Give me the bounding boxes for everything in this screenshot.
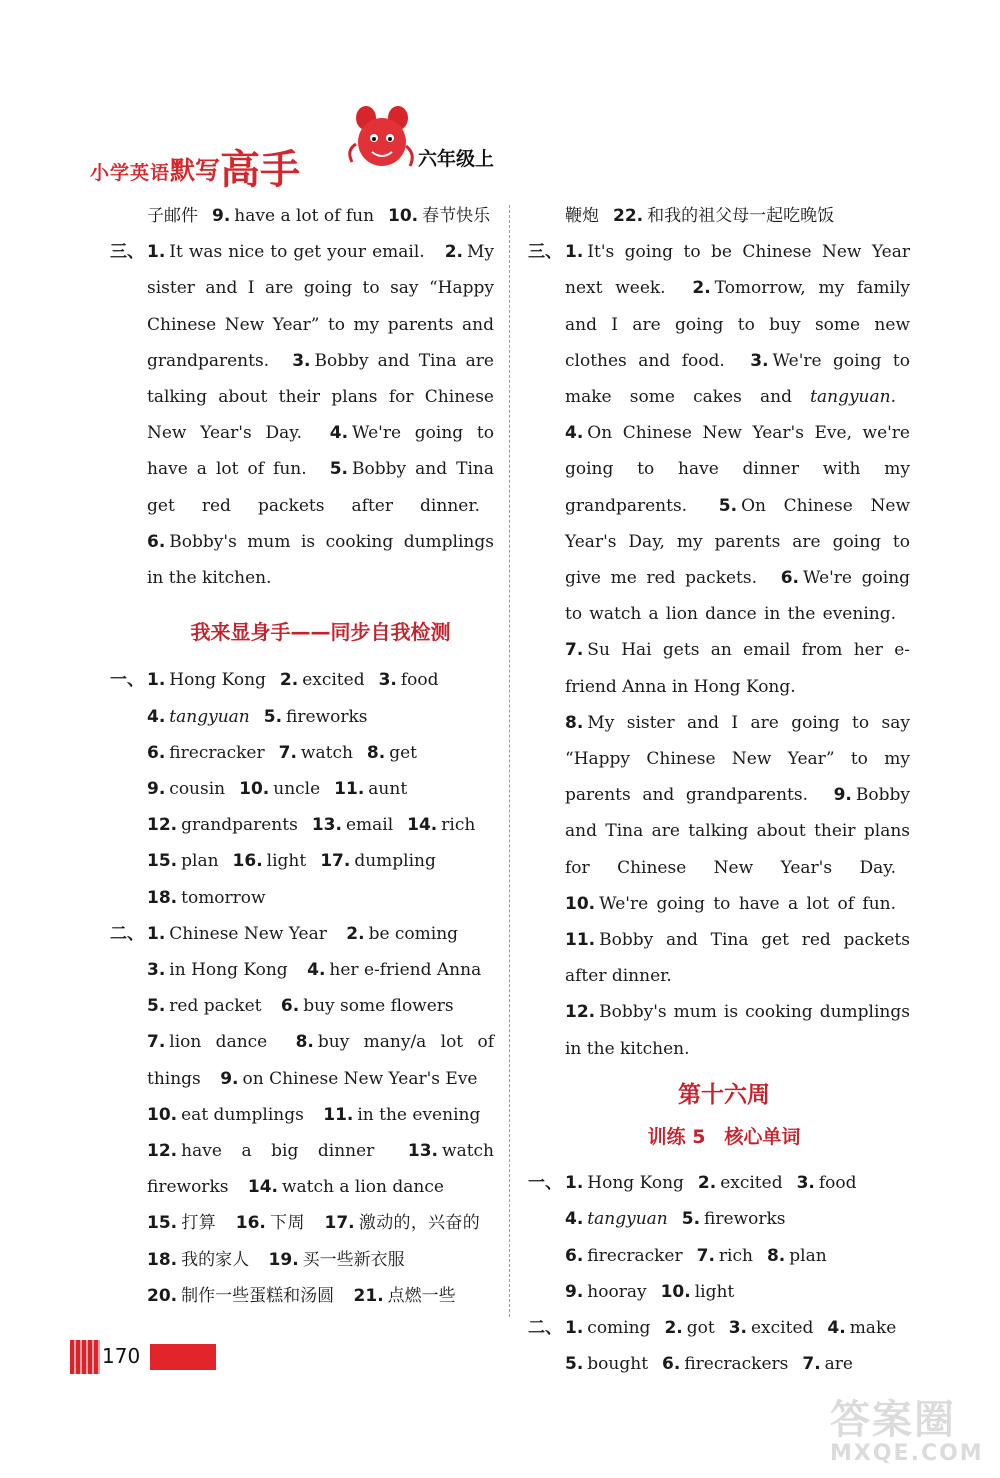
- answer-text: firecracker: [169, 742, 265, 763]
- answer-line: [147, 662, 494, 698]
- item-number: 12.: [147, 1141, 178, 1162]
- training-heading: 训练 5 核心单词: [647, 1126, 801, 1149]
- answer-text: light: [694, 1281, 735, 1302]
- item-number: 14.: [247, 1177, 278, 1198]
- watermark-url: MXQE.COM: [830, 1441, 984, 1466]
- answer-text: We're going to have a lot of fun.: [147, 423, 494, 480]
- item-number: 4.: [329, 423, 349, 444]
- item-number: 15.: [147, 851, 178, 872]
- answer-text: cousin: [169, 779, 226, 800]
- item-number: 11.: [565, 930, 596, 951]
- item-number: 9.: [147, 779, 166, 800]
- item-number: 10.: [388, 206, 419, 226]
- answer-text: email: [345, 815, 394, 836]
- answer-text: light: [266, 851, 307, 872]
- answer-text: tangyuan.: [810, 387, 896, 408]
- footer-bar: [150, 1344, 216, 1370]
- grade-label: 六年级上: [418, 148, 495, 170]
- answer-text: 点燃一些: [387, 1285, 456, 1306]
- item-number: 5.: [681, 1209, 701, 1230]
- answer-line: [147, 771, 494, 807]
- answer-line: [565, 1346, 910, 1382]
- page-header: [90, 100, 530, 193]
- section-label: 三、: [528, 242, 562, 263]
- answer-text: excited: [751, 1318, 814, 1339]
- answer-text: Bobby's mum is cooking dumplings in the kitchen.: [565, 1002, 910, 1059]
- item-number: 2.: [279, 670, 299, 691]
- item-number: 4.: [827, 1318, 846, 1339]
- item-number: 18.: [147, 887, 178, 908]
- item-number: 7.: [565, 640, 584, 661]
- series-title: [90, 138, 300, 195]
- item-number: 10.: [565, 893, 596, 914]
- answer-text: rich: [441, 815, 476, 836]
- watermark: [830, 1388, 984, 1468]
- answer-text: It's going to be Chinese New Year next week.: [565, 242, 910, 299]
- answer-text: It was nice to get your email.: [169, 242, 425, 263]
- item-number: 1.: [565, 1173, 584, 1194]
- answer-text: plan: [789, 1245, 827, 1266]
- series-title-big: 高手: [220, 147, 301, 193]
- item-number: 16.: [235, 1213, 266, 1234]
- section-three-answers: [110, 234, 494, 596]
- section-one-answers: [110, 662, 494, 915]
- answer-text: be coming: [368, 923, 459, 944]
- answer-text: firecracker: [587, 1245, 683, 1266]
- answer-text: her e-friend Anna: [329, 960, 482, 981]
- answer-line: [147, 699, 494, 735]
- answer-text: 和我的祖父母一起吃晚饭: [647, 206, 835, 226]
- answer-text: 鞭炮: [565, 206, 599, 226]
- answer-text: 春节快乐: [422, 206, 491, 226]
- page-number: 170: [102, 1344, 141, 1368]
- item-number: 2.: [346, 923, 365, 944]
- right-column: [528, 198, 910, 1383]
- item-number: 2.: [692, 278, 711, 299]
- item-number: 3.: [796, 1173, 815, 1194]
- item-number: 20.: [147, 1285, 178, 1306]
- item-number: 3.: [292, 350, 311, 371]
- answer-text: excited: [720, 1173, 783, 1194]
- item-number: 11.: [323, 1104, 354, 1125]
- item-number: 2.: [444, 242, 463, 263]
- answer-text: Bobby and Tina get red packets after dinner.: [565, 930, 910, 987]
- answer-line: [565, 1165, 910, 1201]
- item-number: 6.: [565, 1245, 584, 1266]
- answer-text: 子邮件: [147, 206, 198, 226]
- answer-text: in Hong Kong: [169, 960, 288, 981]
- item-number: 5.: [718, 495, 738, 516]
- answer-text: Su Hai gets an email from her e-friend Anna in Hong Kong.: [565, 640, 910, 697]
- item-number: 1.: [565, 242, 584, 263]
- answer-text: make: [849, 1318, 897, 1339]
- answer-text: We're going to have a lot of fun.: [599, 893, 896, 914]
- answer-text: buy many/a lot of things: [147, 1032, 494, 1089]
- answer-text: coming: [587, 1318, 651, 1339]
- item-number: 17.: [324, 1213, 355, 1234]
- item-number: 4.: [565, 423, 584, 444]
- section-two-answers: [528, 1310, 910, 1382]
- item-number: 1.: [147, 242, 166, 263]
- answer-text: Bobby and Tina get red packets after dinner.: [147, 459, 495, 516]
- answer-text: eat dumplings: [181, 1104, 304, 1125]
- answer-text: plan: [181, 851, 219, 872]
- section-three-answers: [528, 234, 910, 705]
- answer-text: We're going to make some cakes and: [565, 350, 910, 408]
- section-heading: 我来显身手——同步自我检测: [190, 620, 451, 645]
- answer-text: tangyuan: [169, 706, 250, 727]
- mascot-logo-icon: [340, 104, 420, 174]
- answer-text: 打算: [181, 1213, 217, 1234]
- answer-text: 激动的，兴奋的: [358, 1213, 481, 1234]
- answer-text: fireworks: [704, 1209, 786, 1230]
- item-number: 9.: [220, 1068, 239, 1089]
- item-number: 1.: [147, 923, 166, 944]
- answer-text: On Chinese New Year's Day, my parents are going to give me red packets.: [565, 495, 910, 589]
- page-footer: [70, 1340, 220, 1374]
- answer-fragment: [528, 198, 910, 234]
- item-number: 5.: [329, 459, 349, 480]
- answer-text: watch a lion dance: [282, 1177, 444, 1198]
- answer-text: Tomorrow, my family and I are going to buy some new clothes and food.: [565, 278, 911, 371]
- answer-text: 买一些新衣服: [302, 1249, 405, 1270]
- item-number: 3.: [378, 670, 397, 691]
- answer-text: 制作一些蛋糕和汤圆: [181, 1285, 335, 1306]
- item-number: 8.: [565, 712, 584, 733]
- answer-text: tomorrow: [181, 887, 266, 908]
- answer-text: Chinese New Year: [169, 923, 327, 944]
- item-number: 4.: [307, 960, 326, 981]
- item-number: 7.: [696, 1245, 715, 1266]
- item-number: 8.: [766, 1245, 786, 1266]
- item-number: 3.: [147, 960, 166, 981]
- series-title-small: 小学英语: [90, 162, 171, 184]
- section-label: 一、: [528, 1173, 562, 1194]
- item-number: 7.: [147, 1032, 166, 1053]
- section-label: 一、: [110, 670, 144, 691]
- answer-line: [147, 807, 494, 843]
- answer-line: [147, 880, 494, 916]
- item-number: 8.: [295, 1032, 314, 1053]
- week-heading: 第十六周: [678, 1081, 770, 1108]
- item-number: 6.: [780, 568, 799, 589]
- answer-text: grandparents: [181, 815, 298, 836]
- answer-text: food: [400, 670, 439, 691]
- answer-text: aunt: [368, 779, 408, 800]
- item-number: 17.: [320, 851, 351, 872]
- answer-text: Bobby's mum is cooking dumplings in the kitchen.: [147, 531, 494, 589]
- item-number: 14.: [407, 815, 438, 836]
- answer-text: have a big dinner: [181, 1141, 375, 1162]
- item-number: 2.: [697, 1173, 717, 1194]
- answer-line: [147, 843, 494, 879]
- item-number: 10.: [147, 1104, 178, 1125]
- answer-text: hooray: [587, 1281, 647, 1302]
- answer-text: tangyuan: [587, 1209, 668, 1230]
- item-number: 6.: [662, 1354, 681, 1375]
- section-one-answers: [528, 1165, 910, 1310]
- item-number: 5.: [263, 706, 283, 727]
- answer-text: on Chinese New Year's Eve: [242, 1068, 478, 1089]
- item-number: 18.: [147, 1249, 178, 1270]
- answer-text: excited: [302, 670, 365, 691]
- item-number: 12.: [147, 815, 178, 836]
- item-number: 15.: [147, 1213, 178, 1234]
- answer-text: dumpling: [354, 851, 436, 872]
- answer-text: firecrackers: [684, 1354, 789, 1375]
- item-number: 13.: [311, 815, 342, 836]
- item-number: 16.: [232, 851, 263, 872]
- item-number: 21.: [353, 1285, 384, 1306]
- section-three-answers-cont: [528, 705, 910, 995]
- answer-text: We're going to watch a lion dance in the evening.: [565, 568, 911, 625]
- item-number: 19.: [268, 1249, 299, 1270]
- item-number: 1.: [147, 670, 166, 691]
- answer-line: [565, 1238, 910, 1274]
- item-number: 5.: [147, 996, 166, 1017]
- item-number: 3.: [728, 1318, 747, 1339]
- item-number: 10.: [239, 779, 270, 800]
- watermark-text: 答案圈: [830, 1397, 956, 1443]
- series-title-mid: 默写: [170, 156, 221, 185]
- item-number: 9.: [565, 1281, 584, 1302]
- answer-text: rich: [718, 1245, 753, 1266]
- answer-text: 下周: [269, 1213, 305, 1234]
- answer-line: [565, 1310, 910, 1346]
- answer-text: Hong Kong: [587, 1173, 684, 1194]
- item-number: 11.: [334, 779, 365, 800]
- answer-text: Hong Kong: [169, 670, 266, 691]
- item-number: 7.: [802, 1354, 821, 1375]
- answer-text: fireworks: [286, 706, 368, 727]
- answer-text: On Chinese New Year's Eve, we're going to have dinner with my grandparents.: [565, 423, 910, 516]
- item-number: 4.: [147, 706, 166, 727]
- column-divider: [509, 205, 510, 1317]
- answer-text: uncle: [273, 779, 321, 800]
- item-number: 7.: [278, 742, 297, 763]
- item-number: 9.: [212, 206, 231, 226]
- left-column: [110, 198, 494, 1314]
- answer-text: bought: [587, 1354, 649, 1375]
- footer-stripes: [70, 1340, 100, 1374]
- item-number: 12.: [565, 1002, 596, 1023]
- answer-text: in the evening: [357, 1104, 481, 1125]
- item-number: 1.: [565, 1318, 584, 1339]
- item-number: 6.: [147, 531, 166, 552]
- answer-text: 我的家人: [181, 1249, 250, 1270]
- answer-text: Bobby and Tina are talking about their plans for Chinese New Year's Day.: [565, 785, 910, 878]
- answer-text: lion dance: [169, 1032, 268, 1053]
- item-number: 9.: [833, 785, 852, 806]
- item-number: 3.: [750, 350, 769, 371]
- answer-line: [147, 735, 494, 771]
- answer-text: buy some flowers: [303, 996, 454, 1017]
- answer-text: food: [818, 1173, 857, 1194]
- answer-text: watch fireworks: [147, 1141, 495, 1198]
- section-label: 三、: [110, 242, 144, 263]
- item-number: 6.: [147, 742, 166, 763]
- section-label: 二、: [528, 1318, 562, 1339]
- section-two-answers: [110, 916, 494, 1314]
- answer-text: My sister and I are going to say “Happy Chinese New Year” to my parents and grandparents.: [147, 242, 494, 371]
- item-number: 2.: [664, 1318, 683, 1339]
- answer-line: [565, 1201, 910, 1237]
- item-number: 8.: [366, 742, 386, 763]
- answer-text: get: [389, 742, 417, 763]
- item-number: 10.: [660, 1281, 691, 1302]
- item-number: 22.: [613, 206, 644, 226]
- answer-text: Bobby and Tina are talking about their plans for Chinese New Year's Day.: [147, 350, 494, 444]
- section-three-answers-last: [528, 994, 910, 1066]
- answer-text: watch: [300, 742, 353, 763]
- item-number: 6.: [280, 996, 300, 1017]
- item-number: 5.: [565, 1354, 584, 1375]
- answer-text: My sister and I are going to say “Happy Chinese New Year” to my parents and grandparents.: [565, 712, 910, 806]
- answer-text: red packet: [169, 996, 262, 1017]
- answer-text: are: [824, 1354, 853, 1375]
- item-number: 4.: [565, 1209, 584, 1230]
- answer-text: have a lot of fun: [234, 206, 375, 226]
- answer-text: got: [686, 1318, 715, 1339]
- answer-line: [565, 1274, 910, 1310]
- section-label: 二、: [110, 923, 144, 944]
- answer-fragment: [110, 198, 494, 234]
- item-number: 13.: [407, 1141, 439, 1162]
